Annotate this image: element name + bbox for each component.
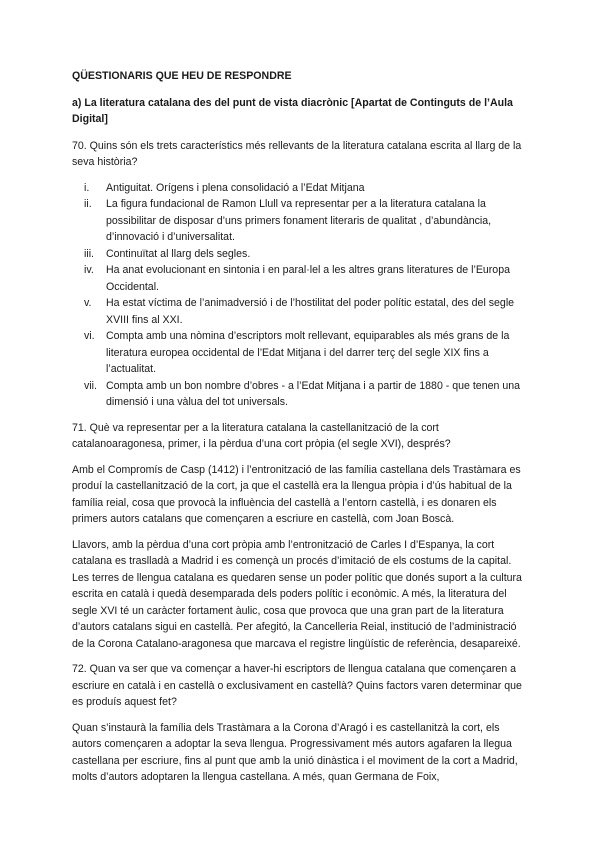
list-item: i. Antiguitat. Orígens i plena consolidació a l’Edat Mitjana (84, 181, 365, 194)
answer-71-paragraph-2: Llavors, amb la pèrdua d’una cort pròpia amb l’entronització de Carles I d’Espanya, la cort catalana es traslladà a Madrid i es començà un procés d’imitació de els costums de la capital. Les terres de llengua catalana es quedaren sense un poder polític que donés suport a la cultura escrita en català i quedà desemparada dels poders polític i econòmic. A més, la literatura del segle XVI té un caràcter fortament àulic, cosa que provoca que una gran part de la literatura d’autors catalans sigui en castellà. Per afegitó, la Cancelleria Reial, institució de l’administració de la Corona Catalano-aragonesa que marcava el registre lingüístic de referència, desapareixé. (72, 538, 522, 650)
traits-list (72, 180, 530, 411)
list-item: v. Ha estat víctima de l’animadversió i de l’hostilitat del poder polític estatal, des del segle XVIII fins al XXI. (84, 297, 515, 326)
list-item: vii. Compta amb un bon nombre d’obres - a l’Edat Mitjana i a partir de 1880 - que tenen una dimensió i una vàlua del tot universals. (84, 379, 520, 408)
list-item: vi. Compta amb una nòmina d’escriptors molt rellevant, equiparables als més grans de la literatura europea occidental de l’Edat Mitjana i del darrer terç del segle XIX fins a l’actualitat. (84, 330, 510, 375)
question-70: 70. Quins són els trets característics més rellevants de la literatura catalana escrita al llarg de la seva història? (72, 139, 522, 168)
list-item: ii. La figura fundacional de Ramon Llull va representar per a la literatura catalana la possibilitar de disposar d’uns primers fonament literaris de qualitat , d’abundància, d’innovació i d’universalitat. (84, 198, 492, 243)
section-subtitle: a) La literatura catalana des del punt de vista diacrònic [Apartat de Continguts de l’Aula Digital] (72, 96, 513, 125)
list-item: iv. Ha anat evolucionant en sintonia i en paral·lel a les altres grans literatures de l’Europa Occidental. (84, 264, 510, 293)
list-item: iii. Continuïtat al llarg dels segles. (84, 247, 251, 260)
document-title: QÜESTIONARIS QUE HEU DE RESPONDRE (72, 70, 292, 82)
question-72: 72. Quan va ser que va començar a haver-hi escriptors de llengua catalana que començaren a escriure en català i en castellà o exclusivament en castellà? Quins factors varen determinar que es produís aquest fet? (72, 663, 522, 708)
question-71: 71. Què va representar per a la literatura catalana la castellanització de la cort catalanoaragonesa, primer, i la pèrdua d’una cort pròpia (el segle XVI), després? (72, 421, 451, 450)
answer-71-paragraph-1: Amb el Compromís de Casp (1412) i l’entronització de las família castellana dels Trastàmara es produí la castellanització de la cort, ja que el castellà era la llengua pròpia i d’ús habitual de la família reial, cosa que provocà la influència del castellà a l’entorn castellà, i es donaren els primers autors catalans que començaren a escriure en castellà, com Joan Boscà. (72, 463, 521, 525)
answer-72-paragraph-1: Quan s’instaurà la família dels Trastàmara a la Corona d’Aragó i es castellanitzà la cort, els autors començaren a adoptar la seva llengua. Progressivament més autors agafaren la llegua castellana per escriure, fins al punt que amb la unió dinàstica i el moviment de la cort a Madrid, molts d’autors adoptaren la llengua castellana. A més, quan Germana de Foix, (72, 721, 518, 783)
